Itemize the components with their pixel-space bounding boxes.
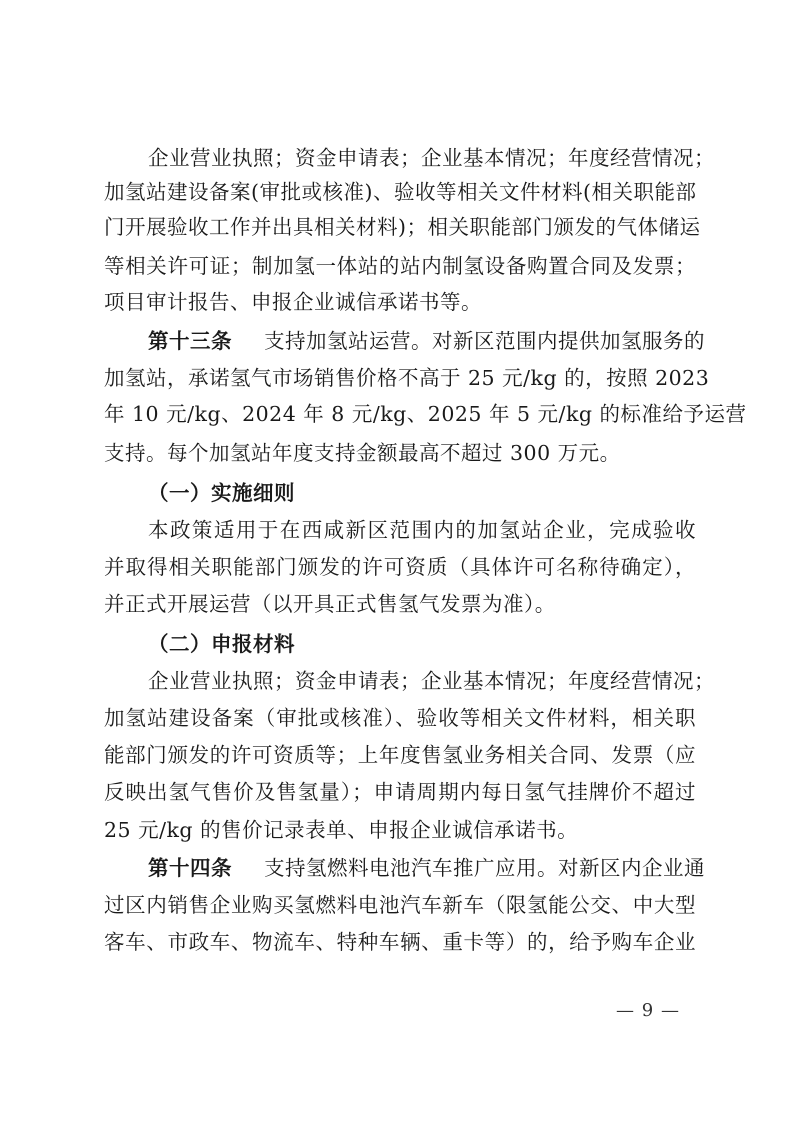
section-heading-implementation: （一）实施细则 bbox=[148, 481, 295, 505]
text-line: 项目审计报告、申报企业诚信承诺书等。 bbox=[104, 290, 482, 314]
article-13-line bbox=[148, 326, 706, 356]
text-line: 企业营业执照；资金申请表；企业基本情况；年度经营情况； bbox=[148, 669, 715, 693]
text-line: 门开展验收工作并出具相关材料)；相关职能部门颁发的气体储运 bbox=[104, 215, 701, 239]
text-line: 反映出氢气售价及售氢量）；申请周期内每日氢气挂牌价不超过 bbox=[104, 780, 696, 804]
text-line: 加氢站，承诺氢气市场销售价格不高于 25 元/kg 的，按照 2023 bbox=[104, 366, 710, 390]
text-line: 年 10 元/kg、2024 年 8 元/kg、2025 年 5 元/kg 的标准给予运营 bbox=[104, 402, 747, 426]
article-13-heading: 第十三条 bbox=[148, 329, 232, 353]
text-line: 本政策适用于在西咸新区范围内的加氢站企业，完成验收 bbox=[148, 518, 696, 542]
text-line: 过区内销售企业购买氢燃料电池汽车新车（限氢能公交、中大型 bbox=[104, 893, 696, 917]
article-14-line bbox=[148, 853, 706, 883]
text-line: 支持。每个加氢站年度支持金额最高不超过 300 万元。 bbox=[104, 441, 621, 465]
article-14-heading: 第十四条 bbox=[148, 856, 232, 880]
page-number: — 9 — bbox=[616, 1000, 680, 1021]
text-line: 加氢站建设备案(审批或核准)、验收等相关文件材料(相关职能部 bbox=[104, 180, 697, 204]
text-line: 能部门颁发的许可资质等；上年度售氢业务相关合同、发票（应 bbox=[104, 743, 696, 767]
text-line: 并取得相关职能部门颁发的许可资质（具体许可名称待确定）， bbox=[104, 555, 696, 579]
text-line: 25 元/kg 的售价记录表单、申报企业诚信承诺书。 bbox=[104, 818, 579, 842]
article-14-text: 支持氢燃料电池汽车推广应用。对新区内企业通 bbox=[264, 856, 706, 880]
text-line: 客车、市政车、物流车、特种车辆、重卡等）的，给予购车企业 bbox=[104, 930, 696, 954]
text-line: 等相关许可证；制加氢一体站的站内制氢设备购置合同及发票； bbox=[104, 254, 696, 278]
text-line: 企业营业执照；资金申请表；企业基本情况；年度经营情况； bbox=[148, 146, 715, 170]
text-line: 加氢站建设备案（审批或核准）、验收等相关文件材料，相关职 bbox=[104, 706, 696, 730]
section-heading-materials: （二）申报材料 bbox=[148, 632, 295, 656]
article-13-text: 支持加氢站运营。对新区范围内提供加氢服务的 bbox=[264, 329, 706, 353]
text-line: 并正式开展运营（以开具正式售氢气发票为准）。 bbox=[104, 592, 556, 616]
